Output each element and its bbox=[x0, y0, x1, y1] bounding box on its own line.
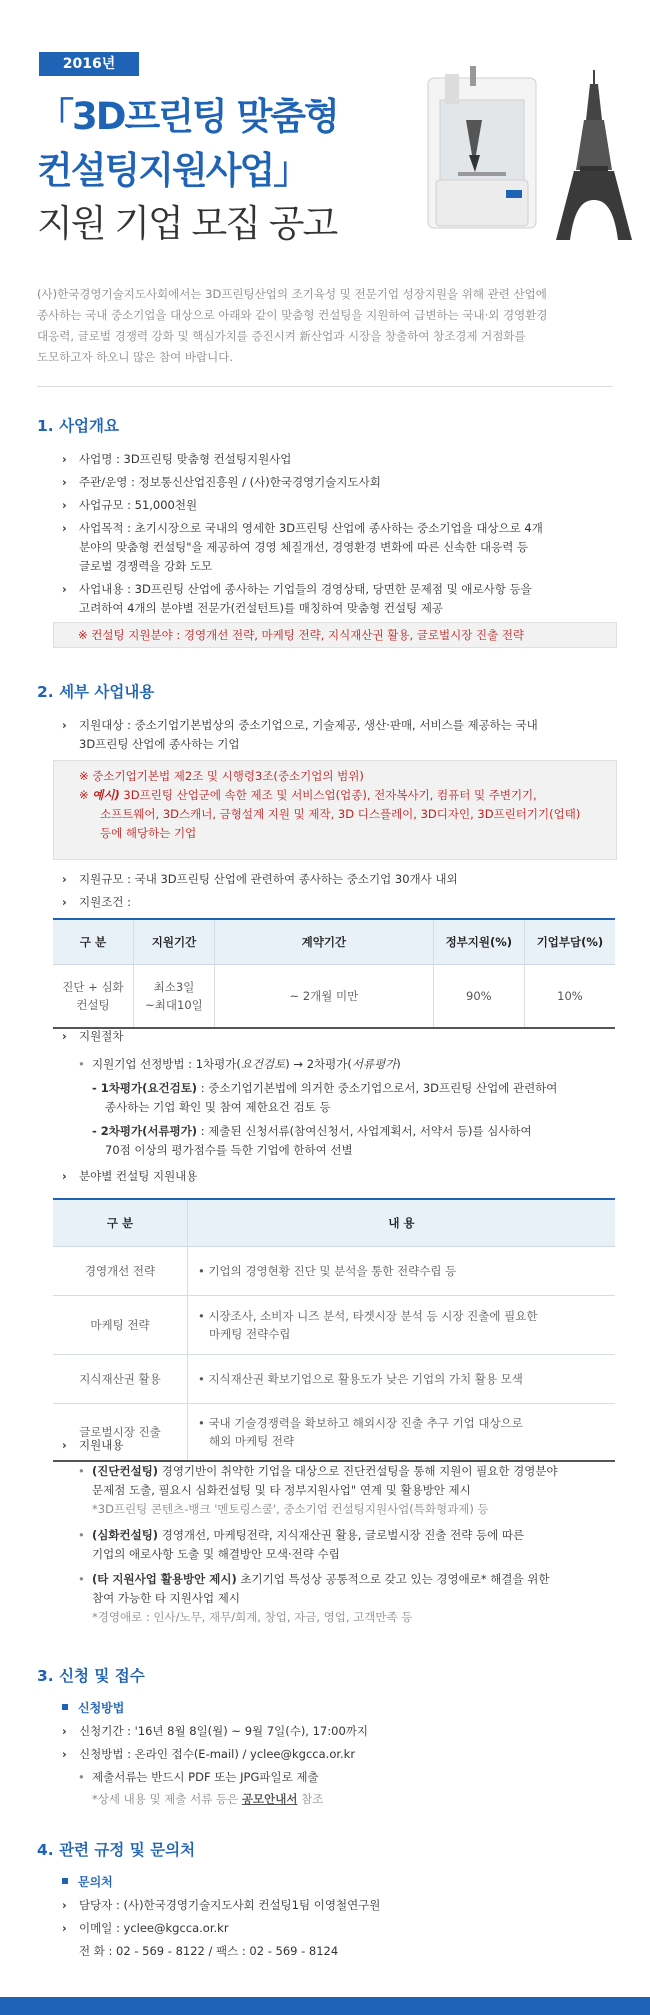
intro-line: 종사하는 국내 중소기업을 대상으로 아래와 같이 맞춤형 컨설팅을 지원하여 급변하는 국내·외 경영환경 bbox=[37, 308, 548, 322]
table-row bbox=[53, 1404, 615, 1462]
table-cell bbox=[188, 1296, 616, 1355]
support-conditions-table bbox=[53, 918, 615, 1029]
support-footnote: *경영애로 : 인사/노무, 재무/회계, 창업, 자금, 영업, 고객만족 등 bbox=[92, 1610, 413, 1624]
table-cell: 글로벌시장 진출 bbox=[53, 1404, 188, 1462]
selection-text: 요건검토 bbox=[240, 1057, 286, 1071]
application-period bbox=[62, 1722, 368, 1741]
square-bullet-icon bbox=[62, 1704, 68, 1710]
overview-content bbox=[62, 580, 532, 618]
support-text: 경영기반이 취약한 기업을 대상으로 진단컨설팅을 통해 지원이 필요한 경영분야 bbox=[158, 1464, 558, 1478]
chevron-right-icon: › bbox=[62, 1724, 67, 1738]
chevron-right-icon: › bbox=[62, 582, 67, 596]
intro-paragraph bbox=[37, 284, 612, 368]
cell-line: 컨설팅 bbox=[76, 998, 110, 1012]
eiffel-tower-icon bbox=[556, 70, 632, 240]
file-format-note bbox=[78, 1768, 319, 1787]
conditions-text: 지원조건 : bbox=[79, 895, 131, 909]
notice-example-label: 예시) bbox=[92, 788, 120, 802]
table-cell: 경영개선 전략 bbox=[53, 1247, 188, 1296]
table-header: 정부지원(%) bbox=[433, 919, 524, 965]
table-row bbox=[53, 965, 615, 1029]
cell-line: 최소3일 bbox=[153, 980, 195, 994]
table-header-row bbox=[53, 919, 615, 965]
overview-purpose bbox=[62, 519, 543, 576]
selection-text: ) → 2차평가( bbox=[285, 1057, 352, 1071]
section-3-heading: 3. 신청 및 접수 bbox=[37, 1667, 145, 1685]
sme-definition-notice bbox=[53, 760, 617, 860]
intro-line: 도모하고자 하오니 많은 참여 바랍니다. bbox=[37, 350, 234, 364]
chevron-right-icon: › bbox=[62, 1029, 67, 1043]
year-badge: 2016년 bbox=[39, 52, 139, 76]
table-row bbox=[53, 1296, 615, 1355]
application-method-label: 신청방법 bbox=[78, 1701, 125, 1715]
3d-printer-icon bbox=[428, 66, 536, 228]
table-cell: ~ 2개월 미만 bbox=[215, 965, 434, 1029]
deep-consulting bbox=[78, 1526, 525, 1564]
notice-line: ※ 중소기업기본법 제2조 및 시행령3조(중소기업의 범위) bbox=[79, 769, 364, 783]
content-line: 고려하여 4개의 분야별 전문가(컨설턴트)를 매칭하여 맞춤형 컨설팅 제공 bbox=[79, 601, 444, 615]
contact-person-text: 담당자 : (사)한국경영기술지도사회 컨설팅1팀 이영철연구원 bbox=[79, 1898, 381, 1912]
table-header: 계약기간 bbox=[215, 919, 434, 965]
cell-line: • 기업의 경영현황 진단 및 분석을 통한 전략수립 등 bbox=[198, 1264, 457, 1278]
support-text: 기업의 애로사항 도출 및 해결방안 모색·전략 수립 bbox=[92, 1547, 340, 1561]
support-text: 문제점 도출, 필요시 심화컨설팅 및 타 정부지원사업" 연계 및 활용방안 제시 bbox=[92, 1483, 471, 1497]
step-text: : 제출된 신청서류(참여신청서, 사업계획서, 서약서 등)를 심사하여 bbox=[197, 1124, 532, 1138]
file-format-text: 제출서류는 반드시 PDF 또는 JPG파일로 제출 bbox=[92, 1770, 319, 1784]
table-cell: 10% bbox=[524, 965, 615, 1029]
chevron-right-icon: › bbox=[62, 521, 67, 535]
contact-email bbox=[62, 1919, 229, 1938]
chevron-right-icon: › bbox=[62, 452, 67, 466]
notice-mark: ※ bbox=[79, 788, 93, 802]
cell-line: • 지식재산권 확보기업으로 활용도가 낮은 기업의 가치 활용 모색 bbox=[198, 1372, 523, 1386]
evaluation-step-1 bbox=[92, 1079, 557, 1117]
chevron-right-icon: › bbox=[62, 1747, 67, 1761]
procedure-item bbox=[62, 1027, 124, 1046]
table-cell bbox=[188, 1404, 616, 1462]
table-header-row bbox=[53, 1199, 615, 1247]
table-cell bbox=[188, 1247, 616, 1296]
step-label: - 1차평가(요건검토) bbox=[92, 1081, 198, 1095]
guide-document-link[interactable]: 공모안내서 bbox=[241, 1792, 298, 1806]
scale-text: 지원규모 : 국내 3D프린팅 산업에 관련하여 종사하는 중소기업 30개사 내외 bbox=[79, 872, 458, 886]
target-item bbox=[62, 716, 538, 754]
cell-line: ~최대10일 bbox=[145, 998, 203, 1012]
table-header: 내 용 bbox=[188, 1199, 616, 1247]
table-header: 구 분 bbox=[53, 919, 133, 965]
table-cell bbox=[53, 965, 133, 1029]
purpose-line: 글로벌 경쟁력을 강화 도모 bbox=[79, 559, 213, 573]
support-footnote: *3D프린팅 콘텐츠-뱅크 '멘토링스쿨', 중소기업 컨설팅지원사업(특화형과제) 등 bbox=[92, 1502, 489, 1516]
selection-method bbox=[78, 1055, 401, 1074]
step-text: 70점 이상의 평가점수를 득한 기업에 한하여 선별 bbox=[105, 1143, 353, 1157]
chevron-right-icon: › bbox=[62, 1438, 67, 1452]
title-line-2: 컨설팅지원사업」 bbox=[37, 149, 309, 192]
support-label: (진단컨설팅) bbox=[92, 1464, 159, 1478]
detail-text: 참조 bbox=[297, 1792, 324, 1806]
table-row bbox=[53, 1247, 615, 1296]
application-how-text: 신청방법 : 온라인 접수(E-mail) / yclee@kgcca.or.kr bbox=[79, 1747, 356, 1761]
purpose-line: 분야의 맞춤형 컨설팅"을 제공하여 경영 체질개선, 경영환경 변화에 따른 신속한 대응력 등 bbox=[79, 540, 529, 554]
application-method-heading bbox=[62, 1699, 124, 1716]
step-text: : 중소기업기본법에 의거한 중소기업으로서, 3D프린팅 산업에 관련하여 bbox=[197, 1081, 558, 1095]
overview-text: 사업규모 : 51,000천원 bbox=[79, 498, 198, 512]
support-content-item bbox=[62, 1436, 124, 1455]
table-cell bbox=[188, 1355, 616, 1404]
cell-line: • 시장조사, 소비자 니즈 분석, 타겟시장 분석 등 시장 진출에 필요한 bbox=[198, 1309, 538, 1323]
overview-text: 사업명 : 3D프린팅 맞춤형 컨설팅지원사업 bbox=[79, 452, 292, 466]
bullet-dot-icon: • bbox=[78, 1528, 85, 1542]
step-label: - 2차평가(서류평가) bbox=[92, 1124, 198, 1138]
field-support-heading: 분야별 컨설팅 지원내용 bbox=[79, 1169, 198, 1183]
bullet-dot-icon: • bbox=[78, 1057, 85, 1071]
scale-item bbox=[62, 870, 458, 889]
procedure-heading: 지원절차 bbox=[79, 1029, 124, 1043]
support-label: (타 지원사업 활용방안 제시) bbox=[92, 1572, 237, 1586]
chevron-right-icon: › bbox=[62, 475, 67, 489]
contact-phone: 전 화 : 02 - 569 - 8122 / 팩스 : 02 - 569 - 8124 bbox=[79, 1944, 339, 1958]
field-support-item bbox=[62, 1167, 198, 1186]
target-line: 지원대상 : 중소기업기본법상의 중소기업으로, 기술제공, 생산·판매, 서비스를 제공하는 국내 bbox=[79, 718, 538, 732]
support-text: 경영개선, 마케팅전략, 지식재산권 활용, 글로벌시장 진출 전략 등에 따른 bbox=[158, 1528, 525, 1542]
chevron-right-icon: › bbox=[62, 498, 67, 512]
contact-person bbox=[62, 1896, 381, 1915]
chevron-right-icon: › bbox=[62, 718, 67, 732]
table-cell: 마케팅 전략 bbox=[53, 1296, 188, 1355]
overview-item bbox=[62, 450, 292, 469]
title-line-1: 「3D프린팅 맞춤형 bbox=[37, 95, 338, 138]
application-how bbox=[62, 1745, 356, 1764]
notice-line bbox=[79, 786, 537, 805]
overview-item bbox=[62, 473, 381, 492]
bullet-dot-icon: • bbox=[78, 1572, 85, 1586]
table-header: 구 분 bbox=[53, 1199, 188, 1247]
chevron-right-icon: › bbox=[62, 1921, 67, 1935]
notice-text: 3D프린팅 산업군에 속한 제조 및 서비스업(업종), 전자복사기, 컴퓨터 및 주변기기, bbox=[119, 788, 537, 802]
chevron-right-icon: › bbox=[62, 1169, 67, 1183]
notice-line: 소프트웨어, 3D스캐너, 금형설계 지원 및 제작, 3D 디스플레이, 3D디자인, 3D프린터기기(업태) bbox=[100, 807, 581, 821]
selection-text: 서류평가 bbox=[351, 1057, 397, 1071]
table-cell bbox=[133, 965, 214, 1029]
divider bbox=[37, 386, 613, 387]
chevron-right-icon: › bbox=[62, 895, 67, 909]
consulting-fields-text: ※ 컨설팅 지원분야 : 경영개선 전략, 마케팅 전략, 지식재산권 활용, 글로벌시장 진출 전략 bbox=[78, 628, 525, 642]
table-header: 지원기간 bbox=[133, 919, 214, 965]
contact-heading bbox=[62, 1873, 113, 1890]
contact-email-text[interactable]: 이메일 : yclee@kgcca.or.kr bbox=[79, 1921, 229, 1935]
other-program-suggestion bbox=[78, 1570, 550, 1627]
bullet-dot-icon: • bbox=[78, 1770, 85, 1784]
section-1-heading: 1. 사업개요 bbox=[37, 417, 119, 435]
cell-line: 해외 마케팅 전략 bbox=[209, 1434, 295, 1448]
overview-item bbox=[62, 496, 198, 515]
conditions-item bbox=[62, 893, 131, 912]
contact-label: 문의처 bbox=[78, 1875, 113, 1889]
detail-text: *상세 내용 및 제출 서류 등은 bbox=[92, 1792, 242, 1806]
content-line: 사업내용 : 3D프린팅 산업에 종사하는 기업들의 경영상태, 당면한 문제점 및 애로사항 등을 bbox=[79, 582, 532, 596]
detail-note bbox=[92, 1790, 323, 1809]
selection-text: 지원기업 선정방법 : 1차평가( bbox=[92, 1057, 241, 1071]
section-2-heading: 2. 세부 사업내용 bbox=[37, 683, 155, 701]
support-text: 참여 가능한 타 지원사업 제시 bbox=[92, 1591, 240, 1605]
purpose-line: 사업목적 : 초기시장으로 국내의 영세한 3D프린팅 산업에 종사하는 중소기업을 대상으로 4개 bbox=[79, 521, 543, 535]
target-line: 3D프린팅 산업에 종사하는 기업 bbox=[79, 737, 240, 751]
intro-line: (사)한국경영기술지도사회에서는 3D프린팅산업의 조기육성 및 전문기업 성장지원을 위해 관련 산업에 bbox=[37, 287, 547, 301]
field-support-table bbox=[53, 1198, 615, 1462]
support-content-heading: 지원내용 bbox=[79, 1438, 124, 1452]
diagnosis-consulting bbox=[78, 1462, 558, 1519]
table-cell: 90% bbox=[433, 965, 524, 1029]
support-label: (심화컨설팅) bbox=[92, 1528, 159, 1542]
square-bullet-icon bbox=[62, 1878, 68, 1884]
notice-line: 등에 해당하는 기업 bbox=[100, 826, 197, 840]
bullet-dot-icon: • bbox=[78, 1464, 85, 1478]
table-cell: 지식재산권 활용 bbox=[53, 1355, 188, 1404]
step-text: 종사하는 기업 확인 및 참여 제한요건 검토 등 bbox=[105, 1100, 331, 1114]
footer-bar bbox=[0, 1997, 650, 2015]
section-4-heading: 4. 관련 규정 및 문의처 bbox=[37, 1841, 196, 1859]
cell-line: 진단 + 심화 bbox=[62, 980, 124, 994]
overview-text: 주관/운영 : 정보통신산업진흥원 / (사)한국경영기술지도사회 bbox=[79, 475, 381, 489]
cell-line: 마케팅 전략수립 bbox=[209, 1327, 291, 1341]
cell-line: • 국내 기술경쟁력을 확보하고 해외시장 진출 추구 기업 대상으로 bbox=[198, 1416, 523, 1430]
evaluation-step-2 bbox=[92, 1122, 532, 1160]
application-period-text: 신청기간 : '16년 8월 8일(월) ~ 9월 7일(수), 17:00까지 bbox=[79, 1724, 368, 1738]
chevron-right-icon: › bbox=[62, 872, 67, 886]
support-text: 초기기업 특성상 공통적으로 갖고 있는 경영애로* 해결을 위한 bbox=[236, 1572, 550, 1586]
title-line-3: 지원 기업 모집 공고 bbox=[37, 202, 337, 245]
chevron-right-icon: › bbox=[62, 1898, 67, 1912]
selection-text: ) bbox=[396, 1057, 401, 1071]
table-header: 기업부담(%) bbox=[524, 919, 615, 965]
table-row bbox=[53, 1355, 615, 1404]
3d-printer-illustration bbox=[410, 60, 640, 250]
intro-line: 대응력, 글로벌 경쟁력 강화 및 핵심가치를 증진시켜 新산업과 시장을 창출하여 창조경제 거점화를 bbox=[37, 329, 526, 343]
consulting-fields-notice bbox=[53, 622, 617, 648]
